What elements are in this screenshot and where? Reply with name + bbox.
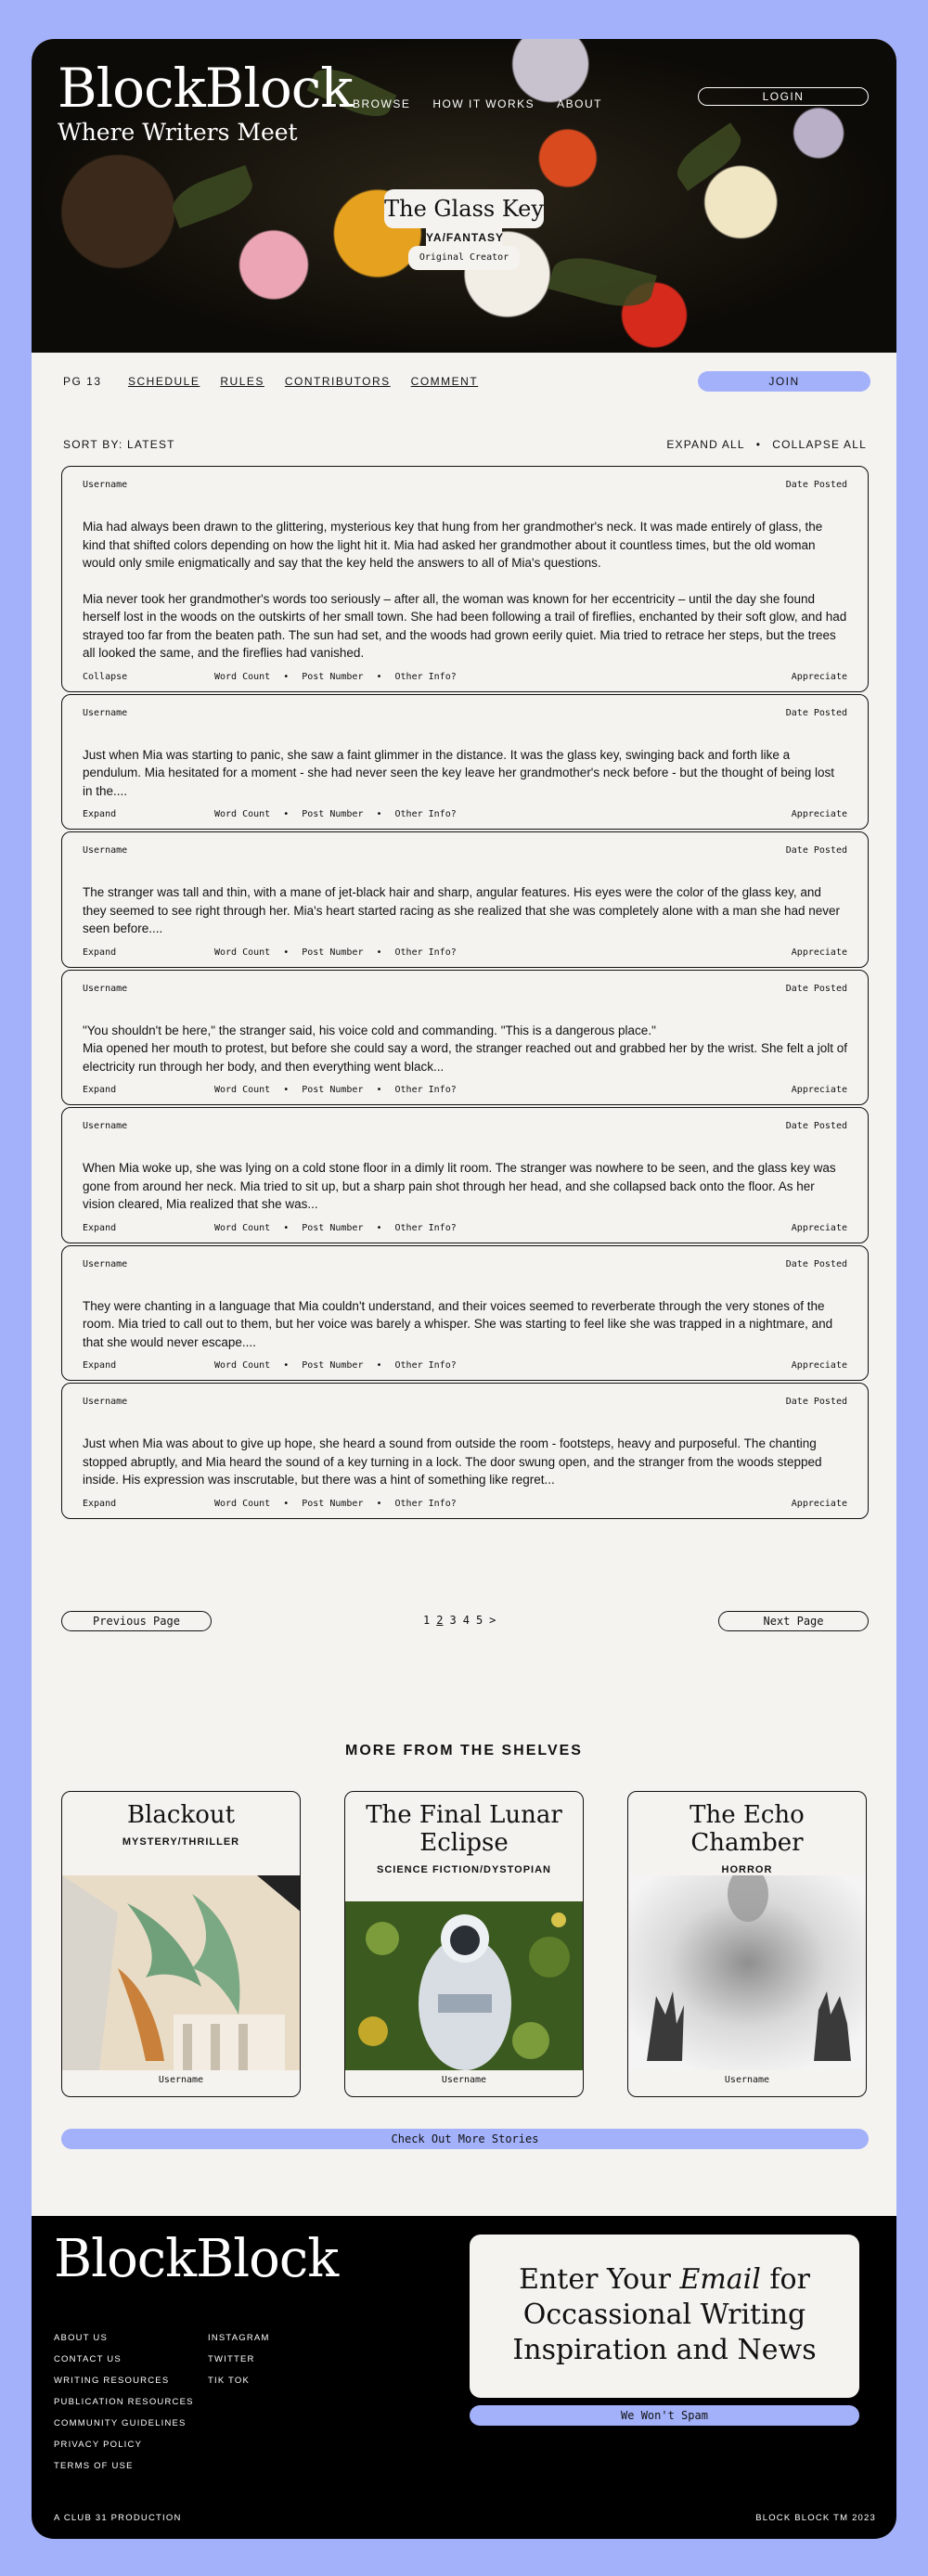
footer-copyright: BLOCK BLOCK TM 2023 <box>755 2513 876 2523</box>
card-title: Blackout <box>126 1801 236 1829</box>
separator-dot: • <box>755 438 762 451</box>
sort-bar <box>63 438 867 457</box>
post-number: Post Number <box>302 671 364 682</box>
post-toggle-button[interactable]: Expand <box>83 1085 117 1095</box>
post-other-info: Other Info? <box>394 671 457 682</box>
appreciate-button[interactable]: Appreciate <box>791 1085 847 1095</box>
post-toggle-button[interactable]: Expand <box>83 1498 117 1509</box>
card-title: The Final Lunar Eclipse <box>366 1801 562 1857</box>
post-paragraph: Mia had always been drawn to the glittering, mysterious key that hung from her grandmother's neck. It was made entirely of glass, the kind that shifted colors depending on how the light hit it. Mia had asked her grandmother about it countless times, but the old woman would only smile enigmatically and say that the key held the answers to all of Mia's questions. <box>83 520 823 570</box>
page-number-2[interactable]: 2 <box>436 1614 444 1627</box>
expand-all-button[interactable]: EXPAND ALL <box>666 438 745 451</box>
post-toggle-button[interactable]: Expand <box>83 1222 117 1233</box>
story-subnav <box>63 371 865 393</box>
join-button[interactable]: JOIN <box>698 371 870 392</box>
footer-link-about-us[interactable]: ABOUT US <box>54 2333 108 2343</box>
separator-dot: • <box>283 1085 290 1095</box>
card-genre: HORROR <box>721 1864 773 1875</box>
newsletter-signup-input[interactable] <box>470 2235 859 2398</box>
page-number-5[interactable]: 5 <box>475 1614 483 1627</box>
separator-dot: • <box>376 1222 382 1233</box>
story-post <box>61 831 869 968</box>
separator-dot: • <box>283 1360 290 1371</box>
separator-dot: • <box>283 1222 290 1233</box>
footer <box>32 2216 896 2539</box>
brand[interactable] <box>58 57 353 146</box>
post-other-info: Other Info? <box>394 1360 457 1371</box>
separator-dot: • <box>376 671 382 682</box>
footer-link-tik-tok[interactable]: TIK TOK <box>208 2376 251 2386</box>
card-title: The Echo Chamber <box>690 1801 805 1857</box>
post-word-count: Word Count <box>214 1222 271 1233</box>
post-body <box>83 883 847 938</box>
post-paragraph: Mia never took her grandmother's words too seriously – after all, the woman was known for her eccentricity – until the day she found herself lost in the woods on the outskirts of her small town. She had been following a trail of fireflies, enchanted by their soft glow, and had strayed too far from the beaten path. The sun had set, and the woods had grown eerily quiet. Mia tried to retrace her steps, but the trees all looked the same, and the fireflies had vanished. <box>83 591 847 660</box>
post-paragraph: Just when Mia was about to give up hope, she heard a sound from outside the room - footsteps, heavy and purposeful. The chanting stopped abruptly, and Mia heard the sound of a key turning in a lock. The door swung open, and the stranger from the woods stepped inside. His expression was inscrutable, but there was a hint of something like regret... <box>83 1436 822 1487</box>
post-paragraph: "You shouldn't be here," the stranger said, his voice cold and commanding. "This is a dangerous place." Mia opened her mouth to protest, but before she could say a word, the stranger reached out and grabbed her by the wrist. She felt a jolt of electricity run through her body, and then everything went black... <box>83 1023 847 1074</box>
signup-text-email: Email <box>679 2263 761 2296</box>
signup-text-post: for Occassional Writing Inspiration and News <box>512 2263 817 2366</box>
footer-links-social <box>208 2333 270 2386</box>
post-other-info: Other Info? <box>394 947 457 958</box>
post-date: Date Posted <box>785 1121 847 1131</box>
post-number: Post Number <box>302 1360 364 1371</box>
footer-link-writing-resources[interactable]: WRITING RESOURCES <box>54 2376 170 2386</box>
separator-dot: • <box>283 947 290 958</box>
page-number-3[interactable]: 3 <box>449 1614 457 1627</box>
post-word-count: Word Count <box>214 1360 271 1371</box>
separator-dot: • <box>283 671 290 682</box>
nav-browse[interactable]: BROWSE <box>353 97 411 110</box>
post-number: Post Number <box>302 1222 364 1233</box>
card-username[interactable]: Username <box>158 2075 204 2085</box>
separator-dot: • <box>283 809 290 819</box>
separator-dot: • <box>376 1085 382 1095</box>
post-body <box>83 1435 847 1489</box>
appreciate-button[interactable]: Appreciate <box>791 1360 847 1371</box>
post-date: Date Posted <box>785 480 847 490</box>
footer-link-contact-us[interactable]: CONTACT US <box>54 2354 122 2364</box>
story-card-final-lunar-eclipse[interactable] <box>344 1791 584 2097</box>
post-body <box>83 1022 847 1076</box>
page <box>32 39 896 2539</box>
card-username[interactable]: Username <box>724 2075 770 2085</box>
nav-how-it-works[interactable]: HOW IT WORKS <box>432 97 535 110</box>
footer-link-publication-resources[interactable]: PUBLICATION RESOURCES <box>54 2397 194 2407</box>
story-post <box>61 1383 869 1519</box>
post-other-info: Other Info? <box>394 809 457 819</box>
hero-banner <box>32 39 896 353</box>
footer-link-twitter[interactable]: TWITTER <box>208 2354 255 2364</box>
card-genre: SCIENCE FICTION/DYSTOPIAN <box>377 1864 551 1875</box>
signup-text-pre: Enter Your <box>519 2263 680 2296</box>
footer-link-instagram[interactable]: INSTAGRAM <box>208 2333 270 2343</box>
post-toggle-button[interactable]: Expand <box>83 1360 117 1371</box>
story-card-echo-chamber[interactable] <box>627 1791 867 2097</box>
story-post <box>61 1107 869 1243</box>
page-number-4[interactable]: 4 <box>462 1614 470 1627</box>
post-number: Post Number <box>302 809 364 819</box>
leaf-decoration <box>548 250 657 316</box>
story-creator[interactable]: Original Creator <box>408 246 520 270</box>
rating-badge: PG 13 <box>63 375 102 388</box>
post-number: Post Number <box>302 1498 364 1509</box>
post-body <box>83 746 847 801</box>
story-post <box>61 466 869 692</box>
page-numbers <box>423 1614 496 1627</box>
card-genre: MYSTERY/THRILLER <box>122 1836 240 1848</box>
next-page-button[interactable]: Next Page <box>718 1611 869 1631</box>
appreciate-button[interactable]: Appreciate <box>791 671 847 682</box>
story-post <box>61 1245 869 1382</box>
post-username[interactable]: Username <box>83 845 128 856</box>
card-cover-image <box>345 1901 584 2070</box>
post-body <box>83 518 847 663</box>
sort-dropdown[interactable]: SORT BY: LATEST <box>63 438 175 451</box>
page-forward-arrow[interactable]: > <box>489 1614 496 1627</box>
post-toggle-button[interactable]: Collapse <box>83 671 128 682</box>
post-username[interactable]: Username <box>83 1258 128 1269</box>
post-toggle-button[interactable]: Expand <box>83 947 117 958</box>
post-date: Date Posted <box>785 1258 847 1269</box>
card-cover-image <box>628 1875 867 2070</box>
post-paragraph: Just when Mia was starting to panic, she saw a faint glimmer in the distance. It was the glass key, swinging back and forth like a pendulum. Mia hesitated for a moment - she had never seen the key leave her grandmother's neck before - but the thought of being lost in the.... <box>83 747 835 798</box>
pagination <box>61 1611 869 1633</box>
story-card-blackout[interactable] <box>61 1791 301 2097</box>
link-schedule[interactable]: SCHEDULE <box>128 375 200 388</box>
newsletter-submit-button[interactable]: We Won't Spam <box>470 2405 859 2426</box>
post-date: Date Posted <box>785 845 847 856</box>
post-username[interactable]: Username <box>83 1121 128 1131</box>
separator-dot: • <box>376 947 382 958</box>
appreciate-button[interactable]: Appreciate <box>791 947 847 958</box>
post-word-count: Word Count <box>214 1498 271 1509</box>
footer-link-community-guidelines[interactable]: COMMUNITY GUIDELINES <box>54 2418 187 2428</box>
post-username[interactable]: Username <box>83 480 128 490</box>
login-button[interactable]: LOGIN <box>698 87 869 106</box>
link-comment[interactable]: COMMENT <box>410 375 479 388</box>
brand-tagline: Where Writers Meet <box>58 119 298 146</box>
post-number: Post Number <box>302 947 364 958</box>
footer-link-terms-of-use[interactable]: TERMS OF USE <box>54 2461 134 2471</box>
footer-logo[interactable]: BlockBlock <box>54 2229 339 2289</box>
post-number: Post Number <box>302 1085 364 1095</box>
more-stories-button[interactable]: Check Out More Stories <box>61 2129 869 2149</box>
nav-about[interactable]: ABOUT <box>557 97 602 110</box>
appreciate-button[interactable]: Appreciate <box>791 809 847 819</box>
post-paragraph: The stranger was tall and thin, with a mane of jet-black hair and sharp, angular features. His eyes were the color of the glass key, and they seemed to see right through her. Mia's heart started racing as she realized that she was completely alone with a man she had never seen before.... <box>83 885 841 935</box>
appreciate-button[interactable]: Appreciate <box>791 1222 847 1233</box>
leaf-decoration <box>669 122 748 191</box>
post-date: Date Posted <box>785 707 847 718</box>
main-nav <box>353 97 602 110</box>
appreciate-button[interactable]: Appreciate <box>791 1498 847 1509</box>
story-post <box>61 970 869 1106</box>
separator-dot: • <box>376 1360 382 1371</box>
post-toggle-button[interactable]: Expand <box>83 809 117 819</box>
post-date: Date Posted <box>785 1397 847 1407</box>
post-body <box>83 1159 847 1214</box>
post-other-info: Other Info? <box>394 1222 457 1233</box>
post-username[interactable]: Username <box>83 707 128 718</box>
post-paragraph: They were chanting in a language that Mia couldn't understand, and their voices seemed to reverberate through the very stones of the room. Mia tried to call out to them, but her voice was barely a whisper. She was starting to feel like she was trapped in a nightmare, and that she would never escape.... <box>83 1298 833 1349</box>
post-other-info: Other Info? <box>394 1498 457 1509</box>
post-word-count: Word Count <box>214 671 271 682</box>
post-date: Date Posted <box>785 983 847 994</box>
separator-dot: • <box>376 1498 382 1509</box>
footer-links-main <box>54 2333 194 2471</box>
story-post <box>61 694 869 831</box>
card-cover-image <box>62 1875 301 2070</box>
post-list <box>61 466 869 1521</box>
story-genre: YA/FANTASY <box>426 228 502 247</box>
separator-dot: • <box>376 809 382 819</box>
story-title: The Glass Key <box>384 189 544 228</box>
post-username[interactable]: Username <box>83 983 128 994</box>
footer-link-privacy-policy[interactable]: PRIVACY POLICY <box>54 2440 143 2450</box>
post-other-info: Other Info? <box>394 1085 457 1095</box>
post-word-count: Word Count <box>214 947 271 958</box>
shelves-heading: MORE FROM THE SHELVES <box>345 1743 583 1758</box>
link-contributors[interactable]: CONTRIBUTORS <box>284 375 391 388</box>
collapse-all-button[interactable]: COLLAPSE ALL <box>772 438 867 451</box>
post-username[interactable]: Username <box>83 1397 128 1407</box>
brand-logo[interactable]: BlockBlock <box>58 57 353 120</box>
footer-credit: A CLUB 31 PRODUCTION <box>54 2513 182 2523</box>
post-paragraph: When Mia woke up, she was lying on a cold stone floor in a dimly lit room. The stranger was nowhere to be seen, and the glass key was gone from around her neck. Mia tried to sit up, but a sharp pain shot through her head, and she collapsed back onto the floor. As her vision cleared, Mia realized that she was... <box>83 1161 836 1211</box>
link-rules[interactable]: RULES <box>220 375 264 388</box>
page-number-1[interactable]: 1 <box>423 1614 431 1627</box>
leaf-decoration <box>167 165 258 228</box>
post-word-count: Word Count <box>214 1085 271 1095</box>
post-word-count: Word Count <box>214 809 271 819</box>
post-body <box>83 1297 847 1352</box>
card-username[interactable]: Username <box>441 2075 487 2085</box>
separator-dot: • <box>283 1498 290 1509</box>
previous-page-button[interactable]: Previous Page <box>61 1611 212 1631</box>
